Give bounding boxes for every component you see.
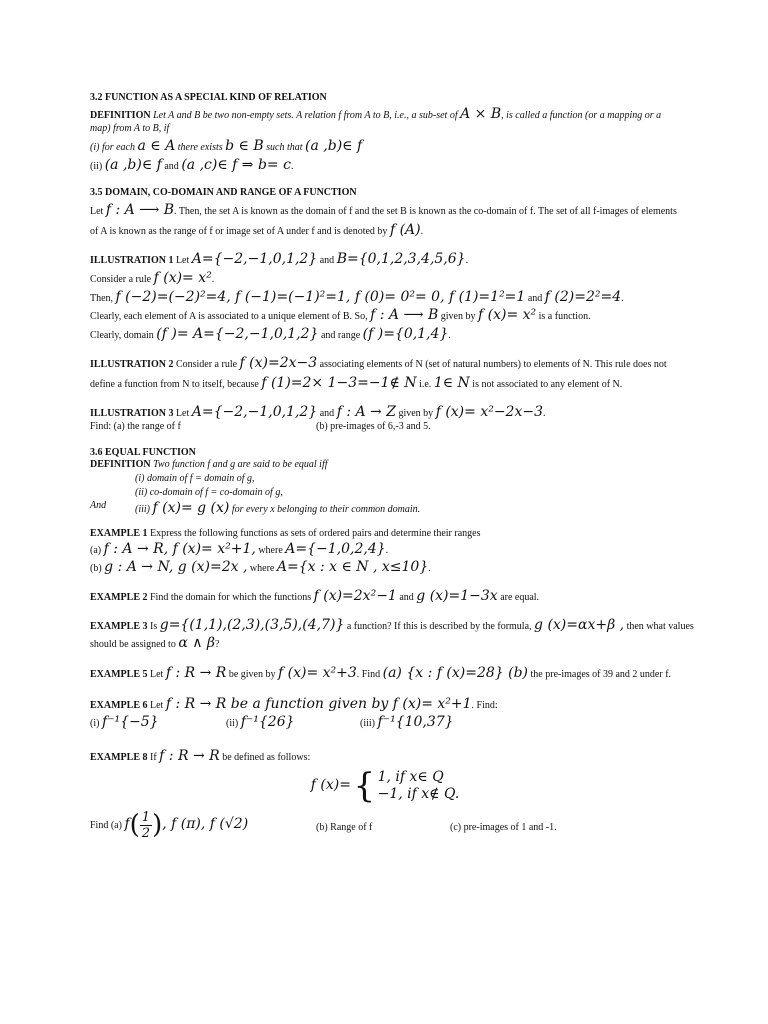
text: and xyxy=(319,254,335,266)
part-i xyxy=(90,713,159,730)
math-expression: f (x)=2x²−1 xyxy=(313,587,397,604)
part-iii xyxy=(360,714,454,731)
part-a xyxy=(90,809,249,842)
text: then what values xyxy=(626,620,694,632)
paragraph-line xyxy=(90,270,680,287)
example-label: EXAMPLE 1 xyxy=(90,528,148,540)
text: the pre-images of 39 and 2 under f. xyxy=(530,669,672,681)
math-expression: (a ,b)∈ f xyxy=(305,137,363,154)
paragraph-line xyxy=(90,375,680,392)
math-expression: α ∧ β xyxy=(178,634,216,651)
paragraph-line xyxy=(90,307,680,324)
math-expression: f (x)= xyxy=(310,776,351,793)
piecewise-cases xyxy=(378,769,460,804)
part-c: (c) pre-images of 1 and -1. xyxy=(450,821,557,833)
condition-label: (iii) xyxy=(135,504,150,516)
text: where xyxy=(249,563,275,575)
math-expression: (a ,b)∈ f xyxy=(104,156,162,173)
condition-text: and xyxy=(164,160,179,172)
part-b: (b) Range of f xyxy=(316,821,373,833)
condition-label: (ii) xyxy=(90,160,103,172)
punctuation: . xyxy=(385,545,389,557)
text: and xyxy=(399,591,414,603)
condition-text: for every x belonging to their common domain. xyxy=(231,504,421,516)
illustration-label: ILLUSTRATION 2 xyxy=(90,358,174,370)
paragraph-line xyxy=(90,202,680,219)
example-part xyxy=(90,541,680,558)
text: Let xyxy=(90,206,104,218)
illustration-line xyxy=(90,404,680,421)
paren-open: ( xyxy=(129,810,140,841)
math-expression: f : A ⟶ B xyxy=(370,307,439,324)
text: of A is known as the range of f or image set of A under f and is denoted by xyxy=(90,226,388,238)
definition-label: DEFINITION xyxy=(90,459,151,471)
condition-line xyxy=(90,500,680,517)
example-line xyxy=(90,528,680,540)
condition-line: (ii) co-domain of f = co-domain of g, xyxy=(135,487,283,499)
math-expression: A={−1,0,2,4} xyxy=(285,541,386,558)
text: is a function. xyxy=(538,311,591,323)
part-label: Find (a) xyxy=(90,820,122,832)
illustration-label: ILLUSTRATION 1 xyxy=(90,254,174,266)
text: If xyxy=(150,751,157,763)
math-expression: , f (π), f (√2) xyxy=(162,816,249,833)
math-expression: f (x)= x² xyxy=(153,269,212,286)
text: Let xyxy=(175,254,190,266)
paragraph-line xyxy=(90,326,680,343)
punctuation: . xyxy=(448,330,451,342)
fraction xyxy=(140,810,152,842)
text: Let xyxy=(150,669,164,681)
paragraph-line xyxy=(90,289,680,306)
document-page xyxy=(90,92,694,850)
section-heading: 3.2 FUNCTION AS A SPECIAL KIND OF RELATION xyxy=(90,92,327,103)
piecewise-definition xyxy=(90,766,680,807)
connector-text: And xyxy=(90,500,107,512)
math-expression: A × B xyxy=(460,106,502,122)
text: should be assigned to xyxy=(90,638,176,650)
math-expression: f (−2)=(−2)²=4, f (−1)=(−1)²=1, f (0)= 0²= 0, f (1)=1²=1 xyxy=(115,288,526,305)
math-expression: f : R → R be a function given by f (x)= x²+1 xyxy=(165,696,472,713)
condition-group xyxy=(135,500,420,517)
condition-line xyxy=(90,157,680,174)
section-heading: 3.5 DOMAIN, CO-DOMAIN AND RANGE OF A FUNCTION xyxy=(90,187,357,199)
text: i.e. xyxy=(419,378,432,390)
question-part-b: (b) pre-images of 6,-3 and 5. xyxy=(316,421,431,433)
definition-paragraph xyxy=(90,106,680,135)
math-f: f xyxy=(124,816,130,833)
punctuation: . xyxy=(211,273,215,285)
math-expression: b ∈ B xyxy=(225,137,264,154)
math-expression: f⁻¹{26} xyxy=(240,713,295,730)
punctuation: . xyxy=(454,786,460,803)
math-expression: g (x)=1−3x xyxy=(416,587,498,604)
math-expression: f (1)=2× 1−3=−1∉ N xyxy=(261,374,417,391)
left-brace-icon: { xyxy=(353,766,376,807)
math-expression: (a) {x : f (x)=28} (b) xyxy=(382,665,529,682)
fraction-numerator: 1 xyxy=(141,809,151,825)
paragraph-line xyxy=(90,222,680,239)
case-line-2 xyxy=(378,786,460,804)
text: . Find: xyxy=(471,700,498,712)
text: . Then, the set A is known as the domain of f and the set B is known as the co-domain of f. The set of all f-images of elements xyxy=(174,206,677,218)
paragraph-line xyxy=(90,635,680,652)
math-expression: f : A → R, f (x)= x²+1, xyxy=(103,541,256,558)
condition-line: (i) domain of f = domain of g, xyxy=(135,473,255,485)
paren-close: ) xyxy=(152,810,163,841)
math-expression: f⁻¹{−5} xyxy=(101,713,159,730)
text: be given by xyxy=(228,669,276,681)
condition-text: there exists xyxy=(177,141,223,153)
example-part xyxy=(90,559,680,576)
definition-text: Let A and B be two non-empty sets. A relation f from A to B, i.e., a sub-set of xyxy=(153,110,458,121)
part-label: (a) xyxy=(90,545,102,557)
illustration-label: ILLUSTRATION 3 xyxy=(90,407,174,419)
math-expression: f (A) xyxy=(389,222,421,239)
definition-paragraph xyxy=(90,459,680,471)
example-line xyxy=(90,665,680,682)
math-expression: (f )={0,1,4} xyxy=(362,326,449,343)
text: . Find xyxy=(356,669,381,681)
fraction-denominator: 2 xyxy=(141,826,151,842)
math-expression: (a ,c)∈ f ⇒ b= c xyxy=(181,156,291,173)
definition-label: DEFINITION xyxy=(90,110,151,121)
text: is not associated to any element of N. xyxy=(472,378,623,390)
math-expression: f : R → R xyxy=(165,665,227,682)
text: and xyxy=(319,407,335,419)
punctuation: . xyxy=(420,226,424,238)
illustration-line xyxy=(90,355,680,372)
case-line: 1, if x∈ Q xyxy=(377,768,444,785)
math-expression: A={x : x ∈ N , x≤10} xyxy=(276,559,429,576)
example-parts-row xyxy=(90,810,680,850)
text: Then, xyxy=(90,292,114,304)
example-label: EXAMPLE 8 xyxy=(90,751,148,763)
definition-text: Two function f and g are said to be equal iff xyxy=(153,459,328,471)
math-expression: f : R → R xyxy=(159,747,220,764)
text: be defined as follows: xyxy=(222,751,311,763)
section-heading: 3.6 EQUAL FUNCTION xyxy=(90,447,196,459)
example-label: EXAMPLE 2 xyxy=(90,591,148,603)
example-line xyxy=(90,748,680,765)
text: Find the domain for which the functions xyxy=(150,591,312,603)
case-text: −1, if x∉ Q xyxy=(377,786,455,803)
condition-text: such that xyxy=(266,141,303,153)
text: Let xyxy=(150,700,164,712)
part-label: (ii) xyxy=(226,717,239,729)
example-line xyxy=(90,696,680,713)
math-expression: f (x)= x² xyxy=(478,307,537,324)
part-label: (i) xyxy=(90,717,100,729)
part-label: (b) xyxy=(90,563,102,575)
text: and range xyxy=(320,330,361,342)
text: Consider a rule xyxy=(175,358,238,370)
condition-line xyxy=(90,138,680,155)
punctuation: . xyxy=(621,292,624,304)
example-line xyxy=(90,616,694,634)
part-label: (iii) xyxy=(360,717,375,729)
math-expression: f (x)= g (x) xyxy=(152,500,230,517)
text: Express the following functions as sets of ordered pairs and determine their ranges xyxy=(150,528,481,540)
illustration-line xyxy=(90,251,680,268)
text: given by xyxy=(398,407,434,419)
math-expression: a ∈ A xyxy=(137,137,176,154)
math-expression: f (x)=2x−3 xyxy=(239,354,318,371)
punctuation: . xyxy=(290,160,294,172)
example-label: EXAMPLE 5 xyxy=(90,669,148,681)
definition-text-cont: , is called a function (or a mapping or a map) from A to B, if xyxy=(90,110,662,134)
text: define a function from N to itself, because xyxy=(90,378,259,390)
math-expression: g={(1,1),(2,3),(3,5),(4,7)} xyxy=(159,616,345,633)
math-expression: f⁻¹{10,37} xyxy=(377,713,454,730)
text: Clearly, each element of A is associated to a unique element of B. So, xyxy=(90,311,368,323)
punctuation: . xyxy=(465,254,469,266)
math-expression: g : A → N, g (x)=2x , xyxy=(104,559,248,576)
part-ii xyxy=(226,714,295,731)
math-expression: (f )= A={−2,−1,0,1,2} xyxy=(156,326,319,343)
text: Clearly, domain xyxy=(90,330,154,342)
text: associating elements of N (set of natural numbers) to elements of N. This rule does not xyxy=(319,358,667,370)
example-parts-row xyxy=(90,714,680,734)
punctuation: . xyxy=(428,563,431,575)
paragraph-line xyxy=(90,421,680,433)
punctuation: ? xyxy=(215,638,220,650)
math-expression: f (x)= x²+3 xyxy=(278,665,357,682)
text: Is xyxy=(150,620,158,632)
math-expression: f (2)=2²=4 xyxy=(544,288,622,305)
punctuation: . xyxy=(543,407,546,419)
math-expression: A={−2,−1,0,1,2} xyxy=(191,403,318,420)
text: a function? If this is described by the formula, xyxy=(346,620,532,632)
text: are equal. xyxy=(500,591,540,603)
example-label: EXAMPLE 3 xyxy=(90,620,148,632)
math-expression: f : A ⟶ B xyxy=(105,202,174,219)
example-line xyxy=(90,588,680,605)
text: Let xyxy=(175,407,190,419)
text: given by xyxy=(440,311,476,323)
text: Consider a rule xyxy=(90,273,152,285)
math-expression: A={−2,−1,0,1,2} xyxy=(191,250,318,267)
condition-label: (i) for each xyxy=(90,141,135,153)
question-part-a: Find: (a) the range of f xyxy=(90,421,181,433)
math-expression: f (x)= x²−2x−3 xyxy=(435,403,543,420)
math-expression: 1∈ N xyxy=(433,374,470,391)
math-expression: f : A → Z xyxy=(336,403,396,420)
math-expression: B={0,1,2,3,4,5,6} xyxy=(336,250,466,267)
text: and xyxy=(527,292,543,304)
text: where xyxy=(258,545,283,557)
example-label: EXAMPLE 6 xyxy=(90,700,148,712)
math-expression: g (x)=αx+β , xyxy=(534,616,625,633)
